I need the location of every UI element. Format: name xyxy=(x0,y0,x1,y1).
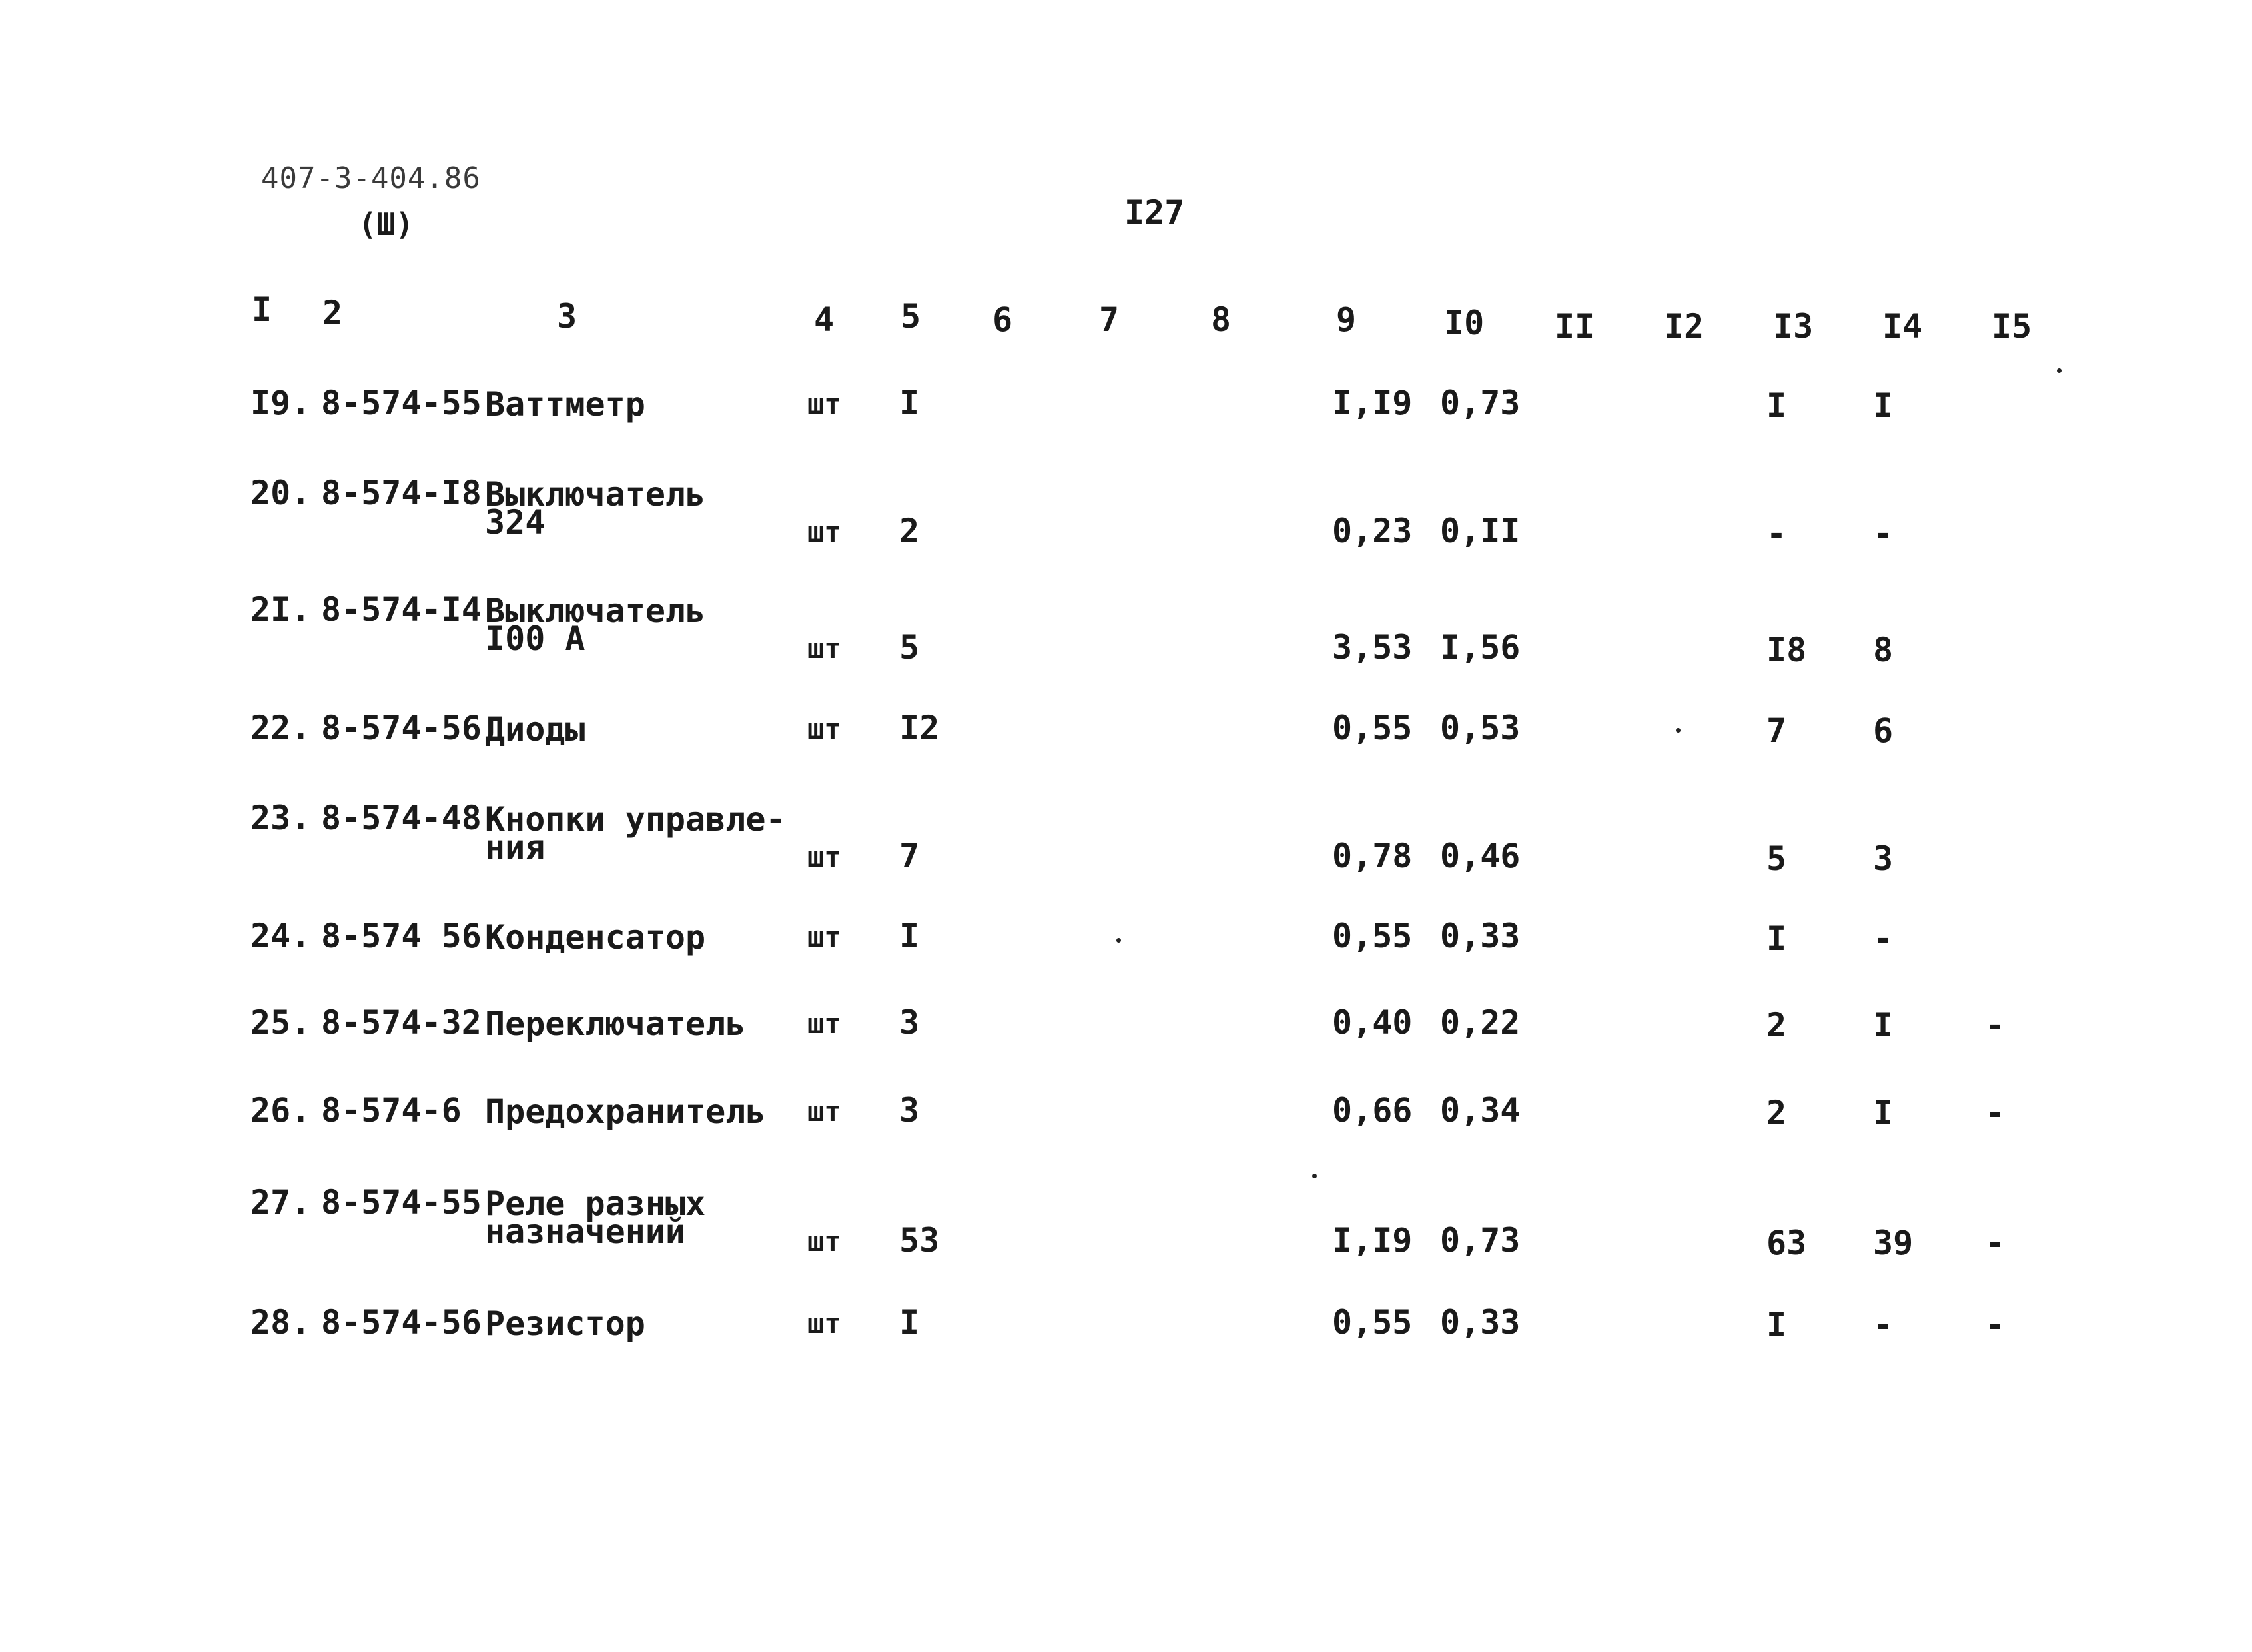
column-10-value: 0,53 xyxy=(1440,709,1521,747)
unit-of-measure: шт xyxy=(807,713,841,745)
column-header: II xyxy=(1555,307,1595,346)
row-number: 24. xyxy=(250,917,311,955)
column-14-value: 8 xyxy=(1873,631,1894,669)
column-9-value: 3,53 xyxy=(1332,628,1413,667)
item-name-continuation: ния xyxy=(485,828,546,867)
column-13-value: - xyxy=(1766,514,1787,553)
unit-of-measure: шт xyxy=(807,1307,841,1340)
column-header: 8 xyxy=(1211,300,1232,339)
document-section-mark: (Ш) xyxy=(358,206,414,242)
quantity: I xyxy=(899,917,920,955)
column-header: I2 xyxy=(1664,307,1704,346)
quantity: 2 xyxy=(899,512,920,550)
column-9-value: I,I9 xyxy=(1332,1221,1413,1260)
row-number: 27. xyxy=(250,1183,311,1222)
column-15-value: - xyxy=(1985,1094,2006,1132)
column-13-value: I xyxy=(1766,386,1787,425)
item-name: Конденсатор xyxy=(485,918,706,957)
column-9-value: 0,55 xyxy=(1332,709,1413,747)
unit-of-measure: шт xyxy=(807,921,841,953)
column-header: I5 xyxy=(1992,307,2032,346)
resource-code: 8-574-I4 xyxy=(321,590,482,629)
item-name-continuation: назначений xyxy=(485,1212,686,1251)
column-14-value: I xyxy=(1873,386,1894,425)
column-14-value: 39 xyxy=(1873,1224,1914,1262)
item-name: Реле разных xyxy=(485,1184,706,1223)
column-10-value: 0,22 xyxy=(1440,1003,1521,1042)
column-header: I3 xyxy=(1773,307,1814,346)
row-number: 25. xyxy=(250,1003,311,1042)
column-10-value: 0,46 xyxy=(1440,837,1521,875)
item-name: Предохранитель xyxy=(485,1092,766,1131)
scan-speck xyxy=(1116,938,1121,943)
item-name: Диоды xyxy=(485,710,585,749)
resource-code: 8-574-56 xyxy=(321,709,482,747)
quantity: I xyxy=(899,384,920,422)
resource-code: 8-574-56 xyxy=(321,1303,482,1342)
column-13-value: 63 xyxy=(1766,1224,1807,1262)
column-header: 4 xyxy=(814,300,835,339)
column-9-value: 0,78 xyxy=(1332,837,1413,875)
scan-speck xyxy=(1312,1174,1317,1178)
row-number: I9. xyxy=(250,384,311,422)
column-header: 7 xyxy=(1099,300,1120,339)
column-header: 6 xyxy=(992,300,1013,339)
item-name: Переключатель xyxy=(485,1005,746,1043)
unit-of-measure: шт xyxy=(807,1095,841,1128)
column-header: 5 xyxy=(901,297,921,336)
column-10-value: 0,33 xyxy=(1440,917,1521,955)
quantity: 3 xyxy=(899,1091,920,1130)
unit-of-measure: шт xyxy=(807,1225,841,1258)
quantity: I2 xyxy=(899,709,940,747)
unit-of-measure: шт xyxy=(807,1007,841,1040)
column-10-value: I,56 xyxy=(1440,628,1521,667)
column-13-value: I xyxy=(1766,919,1787,958)
item-name: Выключатель xyxy=(485,592,706,630)
row-number: 28. xyxy=(250,1303,311,1342)
unit-of-measure: шт xyxy=(807,841,841,873)
column-13-value: 2 xyxy=(1766,1006,1787,1044)
column-13-value: I8 xyxy=(1766,631,1807,669)
resource-code: 8-574-32 xyxy=(321,1003,482,1042)
column-13-value: 7 xyxy=(1766,711,1787,750)
column-13-value: 2 xyxy=(1766,1094,1787,1132)
column-14-value: - xyxy=(1873,919,1894,958)
column-14-value: I xyxy=(1873,1006,1894,1044)
column-10-value: 0,73 xyxy=(1440,384,1521,422)
document-code: 407-3-404.86 xyxy=(261,161,481,195)
column-header: 2 xyxy=(322,294,343,332)
column-10-value: 0,73 xyxy=(1440,1221,1521,1260)
column-10-value: 0,II xyxy=(1440,512,1521,550)
column-10-value: 0,34 xyxy=(1440,1091,1521,1130)
column-9-value: 0,66 xyxy=(1332,1091,1413,1130)
column-9-value: I,I9 xyxy=(1332,384,1413,422)
row-number: 26. xyxy=(250,1091,311,1130)
column-14-value: - xyxy=(1873,1306,1894,1344)
resource-code: 8-574-48 xyxy=(321,799,482,837)
column-header: I xyxy=(252,290,272,329)
column-9-value: 0,55 xyxy=(1332,1303,1413,1342)
row-number: 20. xyxy=(250,474,311,512)
resource-code: 8-574-55 xyxy=(321,1183,482,1222)
quantity: 3 xyxy=(899,1003,920,1042)
column-header: I0 xyxy=(1444,304,1485,342)
quantity: I xyxy=(899,1303,920,1342)
scan-speck xyxy=(2057,368,2062,373)
column-9-value: 0,23 xyxy=(1332,512,1413,550)
resource-code: 8-574-I8 xyxy=(321,474,482,512)
column-14-value: - xyxy=(1873,514,1894,553)
unit-of-measure: шт xyxy=(807,388,841,420)
page-number: I27 xyxy=(1124,193,1185,232)
quantity: 5 xyxy=(899,628,920,667)
scan-speck xyxy=(1676,728,1681,733)
unit-of-measure: шт xyxy=(807,516,841,548)
column-9-value: 0,55 xyxy=(1332,917,1413,955)
item-name-continuation: I00 А xyxy=(485,620,585,658)
row-number: 23. xyxy=(250,799,311,837)
resource-code: 8-574-55 xyxy=(321,384,482,422)
column-9-value: 0,40 xyxy=(1332,1003,1413,1042)
column-header: 9 xyxy=(1336,300,1357,339)
item-name: Резистор xyxy=(485,1304,645,1343)
item-name: Кнопки управле- xyxy=(485,800,786,839)
resource-code: 8-574-6 xyxy=(321,1091,462,1130)
column-15-value: - xyxy=(1985,1306,2006,1344)
quantity: 53 xyxy=(899,1221,940,1260)
quantity: 7 xyxy=(899,837,920,875)
item-name-continuation: 324 xyxy=(485,503,546,542)
column-13-value: 5 xyxy=(1766,839,1787,878)
resource-code: 8-574 56 xyxy=(321,917,482,955)
column-header: 3 xyxy=(557,297,577,336)
column-14-value: 3 xyxy=(1873,839,1894,878)
item-name: Ваттметр xyxy=(485,385,645,424)
column-15-value: - xyxy=(1985,1006,2006,1044)
column-14-value: I xyxy=(1873,1094,1894,1132)
row-number: 2I. xyxy=(250,590,311,629)
column-15-value: - xyxy=(1985,1224,2006,1262)
column-10-value: 0,33 xyxy=(1440,1303,1521,1342)
column-14-value: 6 xyxy=(1873,711,1894,750)
unit-of-measure: шт xyxy=(807,632,841,665)
row-number: 22. xyxy=(250,709,311,747)
item-name: Выключатель xyxy=(485,475,706,514)
column-13-value: I xyxy=(1766,1306,1787,1344)
column-header: I4 xyxy=(1882,307,1923,346)
